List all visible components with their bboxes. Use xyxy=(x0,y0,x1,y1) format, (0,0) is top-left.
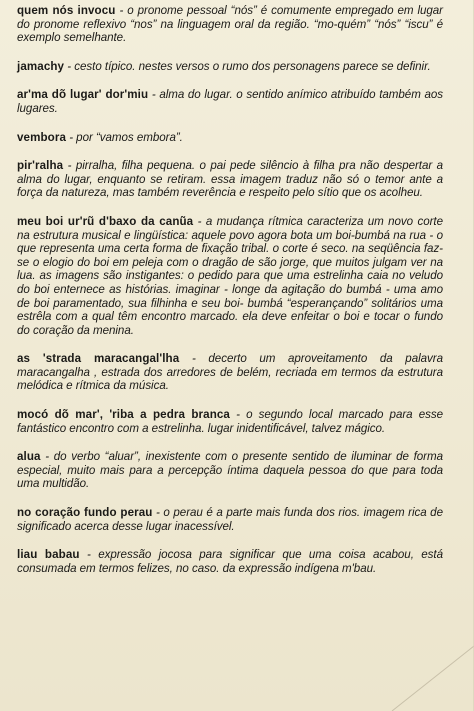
glossary-entry-vembora xyxy=(17,131,443,145)
glossary-entry-liau-babau xyxy=(17,548,443,575)
entry-term: ar'ma dõ lugar' dor'miu xyxy=(17,88,149,102)
entry-term: mocó dõ mar', 'riba a pedra branca xyxy=(17,408,230,422)
entry-definition: - pirralha, filha pequena. o pai pede silêncio à filha pra não despertar a alma do lugar, enquanto se retiram. essa imagem traduz não só o temor ante a força da natureza, mas também reverência e respeito pelo sítio que os acolheu. xyxy=(17,159,443,200)
entry-term: as 'strada maracangal'lha xyxy=(17,352,180,366)
glossary-entry-quem-nos-invocu xyxy=(17,4,443,45)
glossary-text xyxy=(17,4,443,590)
entry-definition: - alma do lugar. o sentido anímico atribuído também aos lugares. xyxy=(17,88,443,115)
glossary-entry-moco-do-mar xyxy=(17,408,443,435)
entry-definition: - por “vamos embora”. xyxy=(66,130,183,144)
entry-term: liau babau xyxy=(17,548,80,562)
glossary-entry-alua xyxy=(17,450,443,491)
entry-term: meu boi ur'rũ d'baxo da canũa xyxy=(17,214,194,228)
glossary-entry-no-coracao-fundo-perau xyxy=(17,506,443,533)
entry-term: alua xyxy=(17,450,41,464)
entry-definition: - cesto típico. nestes versos o rumo dos personagens parece se definir. xyxy=(64,59,431,73)
glossary-entry-meu-boi xyxy=(17,215,443,337)
entry-definition: - expressão jocosa para significar que uma coisa acabou, está consumada em termos felizes, no caso. da expressão indígena m'bau. xyxy=(17,548,443,575)
entry-term: pir'ralha xyxy=(17,159,64,173)
glossary-entry-arma-do-lugar xyxy=(17,88,443,115)
entry-term: quem nós invocu xyxy=(17,4,116,17)
entry-definition: - o perau é a parte mais funda dos rios. imagem rica de significado acerca desse lugar inacessível. xyxy=(17,506,443,533)
entry-definition: - a mudança rítmica caracteriza um novo corte na estrutura musical e lingüística: aquele povo agora bota um boi-bumbá na rua - o que representa uma certa forma de fixação tribal. o corte é seco. na seqüência faz-se o elogio do boi em peleja com o dragão de são jorge, que muitos julgam ver na lua. as imagens são instigantes: o pedido para que uma estrelinha caia no veludo do boi enternece as histórias. imaginar - longe da agitação do bumbá - uma amo de boi paramentado, sua filhinha e seu boi- bumbá “esperançando” solitários uma estrêla com a qual têm encontro marcado. ela deve enfeitar o boi e tocar o fundo do coração da menina. xyxy=(17,214,443,337)
glossary-entry-jamachy xyxy=(17,60,443,74)
entry-term: no coração fundo perau xyxy=(17,506,153,520)
entry-definition: - do verbo “aluar”, inexistente com o presente sentido de iluminar de forma especial, muito mais para a percepção íntima daquela pessoa do que para toda uma multidão. xyxy=(17,450,443,491)
entry-definition: - o segundo local marcado para esse fantástico encontro com a estrelinha. lugar inidentificável, talvez mágico. xyxy=(17,408,444,435)
entry-definition: - o pronome pessoal “nós” é comumente empregado em lugar do pronome reflexivo “nos” na linguagem oral da região. “mo-quém” “nós” “iscu” é exemplo semelhante. xyxy=(17,4,443,45)
entry-term: jamachy xyxy=(17,59,65,73)
glossary-entry-strada-maracangalha xyxy=(17,352,443,393)
entry-definition: - decerto um aproveitamento da palavra maracangalha , estrada dos arredores de belém, recriada em termos da estrutura melódica e rítmica da música. xyxy=(17,352,443,393)
glossary-entry-pirralha xyxy=(17,159,443,200)
entry-term: vembora xyxy=(17,130,67,144)
